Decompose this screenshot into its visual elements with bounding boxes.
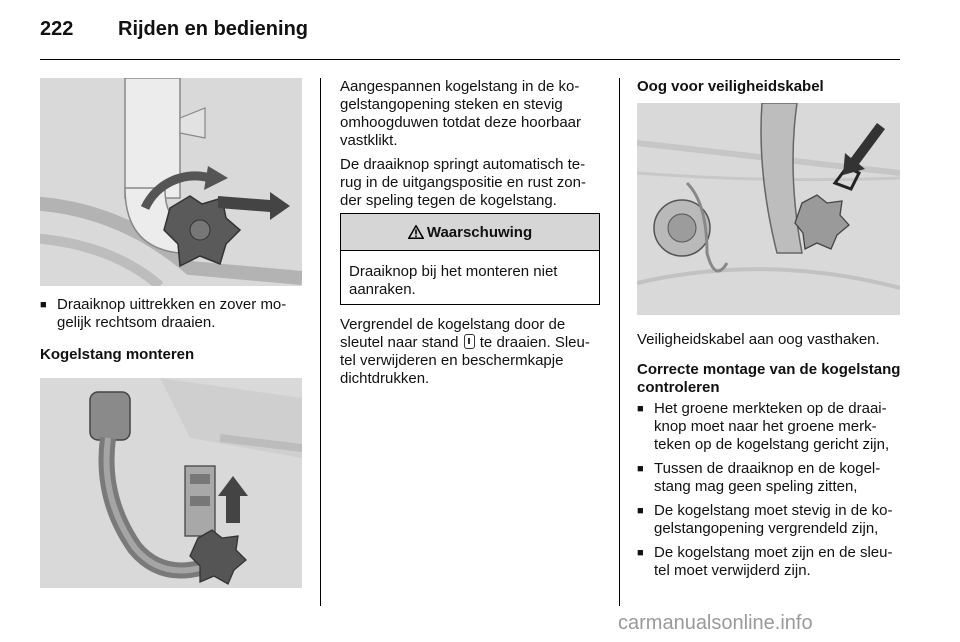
key-position-icon: [464, 334, 475, 349]
caption-safety-cable: Veiligheidskabel aan oog vasthaken.: [637, 331, 880, 348]
safety-eye-illustration: [637, 103, 900, 315]
lock-text-after: te draaien. Sleu-tel verwijderen en beschermkapje dichtdrukken.: [340, 334, 590, 387]
figure-knob-release: [40, 78, 302, 286]
heading-mount: Kogelstang monteren: [40, 346, 195, 363]
auto-return-text: De draaiknop springt automatisch te-rug in de uitgangspositie en rust zon-der speling tegen de kogelstang.: [340, 156, 586, 209]
check-item: ■ Tussen de draaiknop en de kogel-stang mag geen speling zitten,: [637, 460, 902, 496]
check-item: ■ Het groene merkteken op de draai-knop moet naar het groene merk-teken op de kogelstang gericht zijn,: [637, 400, 902, 454]
lock-text-before: Vergrendel de kogelstang door de sleutel naar stand: [340, 316, 566, 351]
header-rule: [40, 59, 900, 60]
towbar-insert-illustration: [40, 378, 302, 588]
heading-safety-eye: Oog voor veiligheidskabel: [637, 78, 824, 95]
figure-safety-eye: [637, 103, 900, 315]
warning-triangle-icon: [408, 225, 424, 239]
page-number: 222: [40, 18, 74, 40]
warning-header: [341, 214, 599, 251]
insert-instruction: Aangespannen kogelstang in de ko-gelstangopening steken en stevig omhoogduwen totdat deze hoorbaar vastklikt.: [340, 78, 582, 149]
section-title: Rijden en bediening: [118, 18, 309, 40]
warning-title: Waarschuwing: [426, 223, 533, 241]
heading-check-mounting: Correcte montage van de kogelstang controleren: [637, 361, 901, 396]
right-column-text: [637, 331, 902, 580]
warning-text: Draaiknop bij het monteren niet aanraken.: [349, 263, 558, 298]
check-item: ■ De kogelstang moet stevig in de ko-gelstangopening vergrendeld zijn,: [637, 502, 902, 538]
lock-instruction: [340, 316, 602, 388]
knob-release-illustration: [40, 78, 302, 286]
figure-towbar-insert: [40, 378, 302, 588]
warning-box: [340, 213, 600, 305]
column-divider-right: [619, 78, 620, 606]
middle-column-text: [340, 78, 602, 210]
column-divider-left: [320, 78, 321, 606]
check-item: ■ De kogelstang moet zijn en de sleu-tel moet verwijderd zijn.: [637, 544, 902, 580]
watermark: carmanualsonline.info: [618, 612, 813, 634]
left-column-text: [40, 296, 308, 364]
release-step: ■ Draaiknop uittrekken en zover mo-gelijk rechtsom draaien.: [40, 296, 308, 332]
right-column-heading: [637, 78, 902, 96]
